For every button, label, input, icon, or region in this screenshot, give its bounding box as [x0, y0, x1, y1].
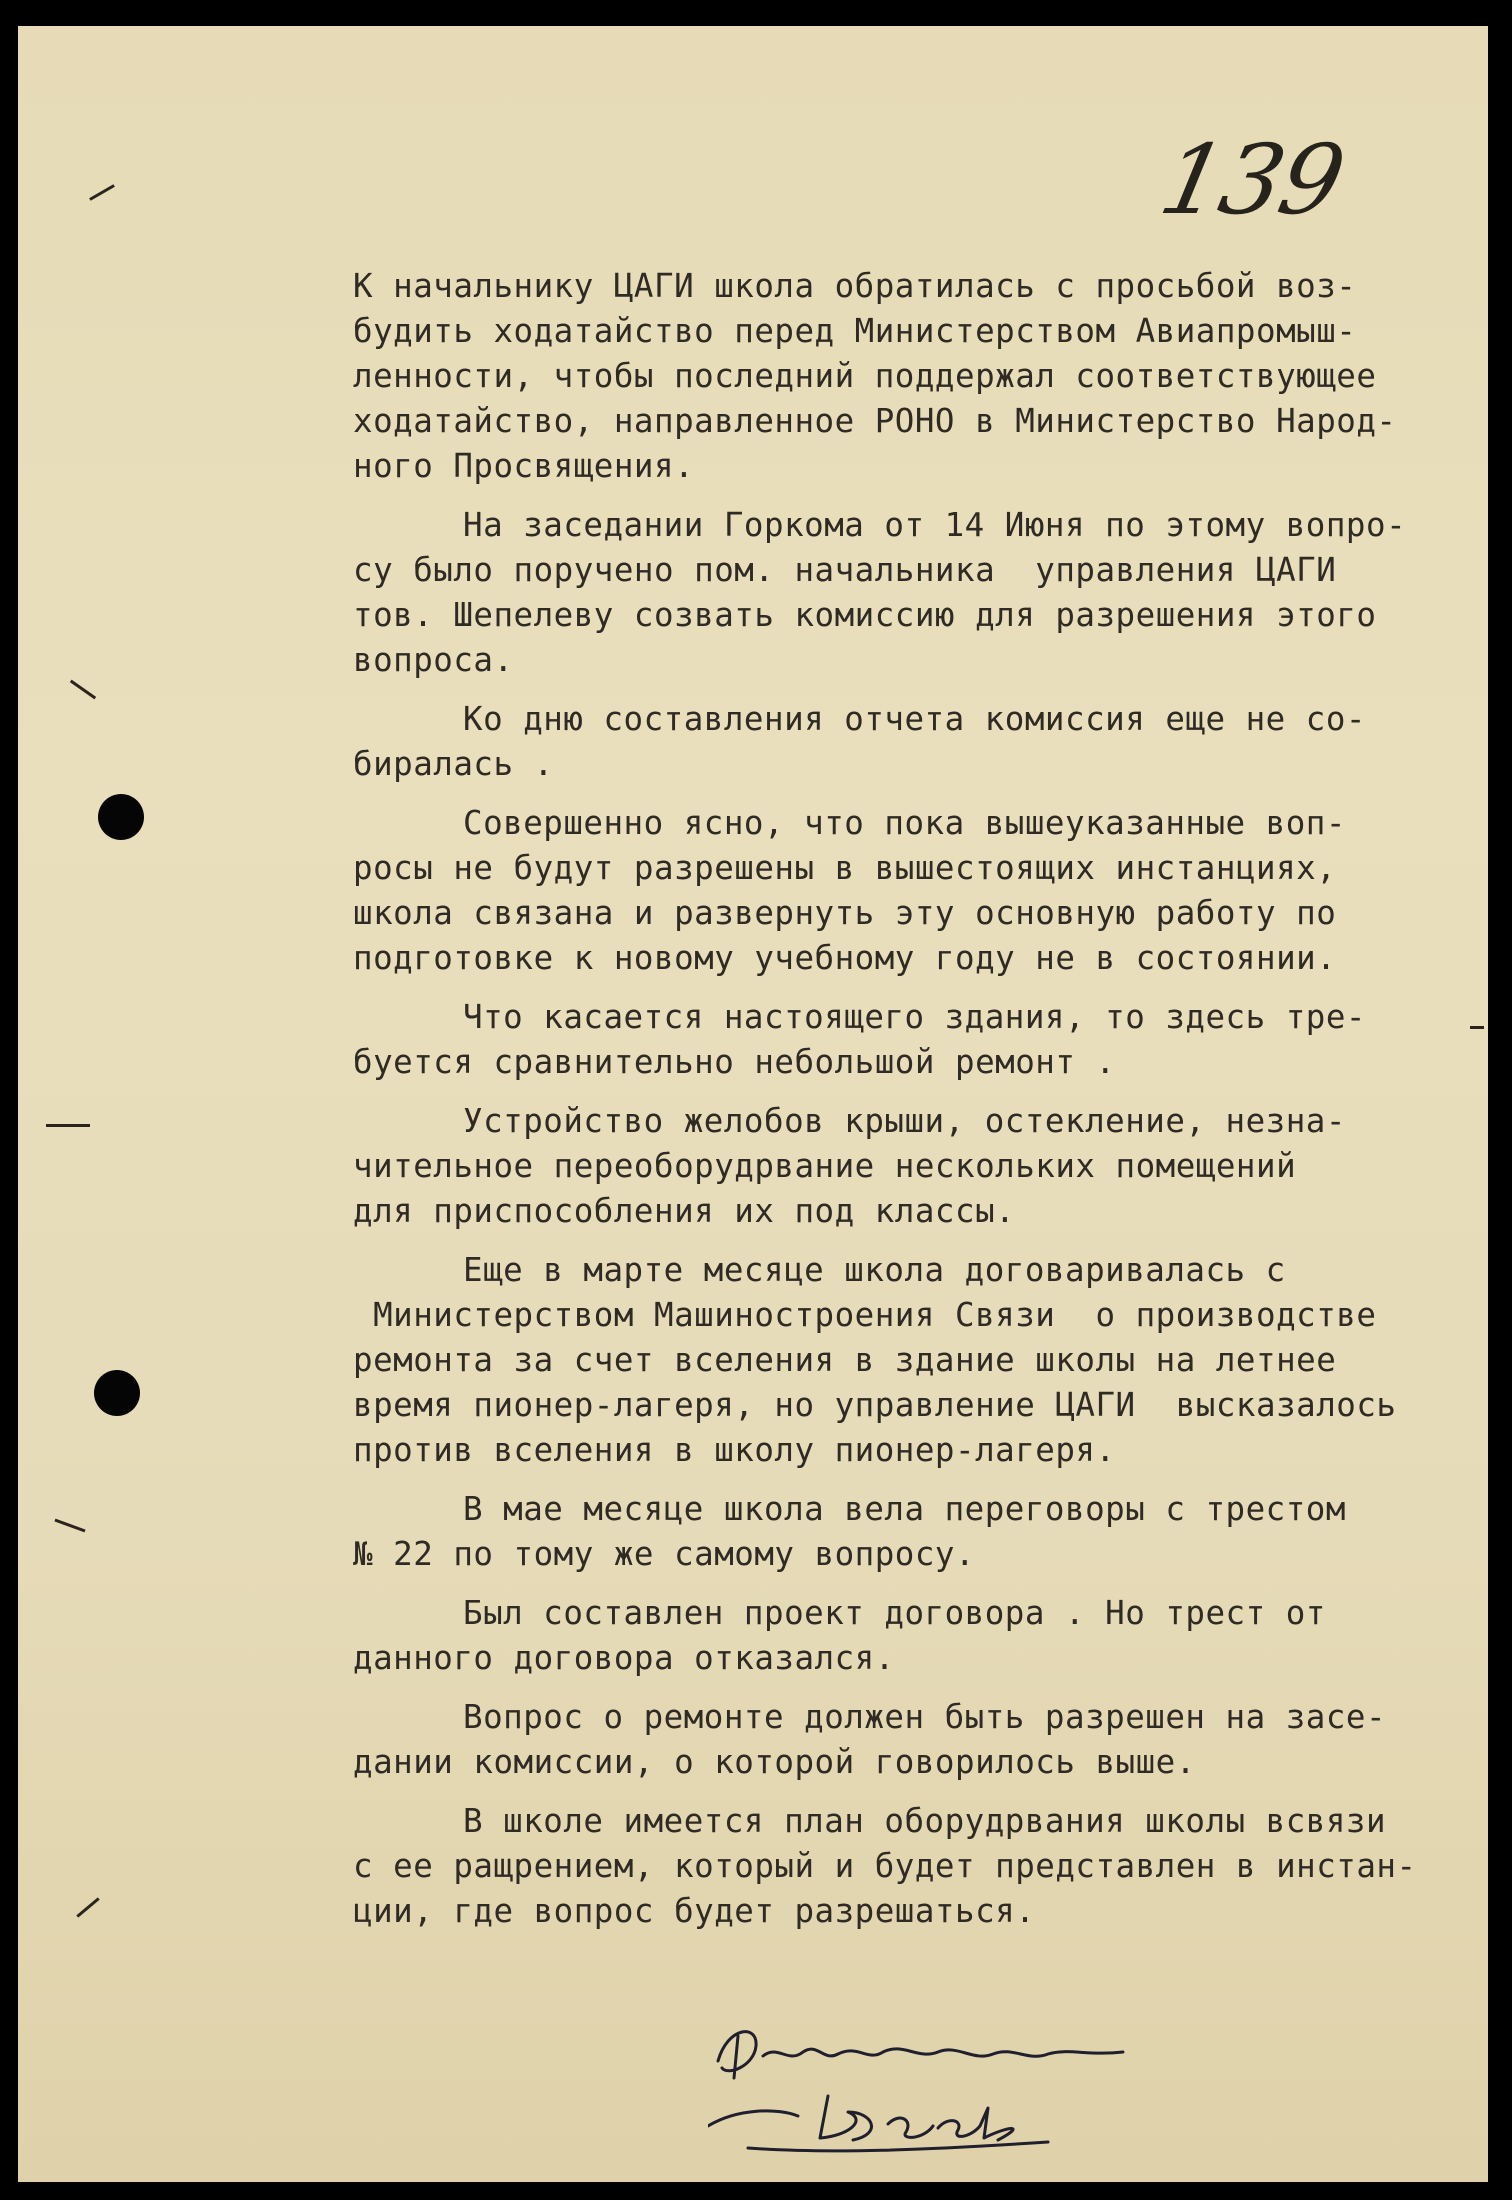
- signature-image: [708, 2016, 1128, 2166]
- paragraph: [353, 503, 1483, 683]
- text-line: Совершенно ясно, что пока вышеуказанные воп-: [463, 804, 1346, 842]
- text-line: Был составлен проект договора . Но трест от: [463, 1594, 1326, 1632]
- paragraph: [353, 801, 1483, 981]
- text-line: время пионер-лагеря, но управление ЦАГИ высказалось: [353, 1386, 1397, 1424]
- text-line: Ко дню составления отчета комиссия еще не со-: [463, 700, 1366, 738]
- text-line: Вопрос о ремонте должен быть разрешен на засе-: [463, 1698, 1387, 1736]
- paragraph: [353, 1099, 1483, 1234]
- margin-tick: [54, 1519, 85, 1533]
- text-line: Устройство желобов крыши, остекление, незна-: [463, 1102, 1346, 1140]
- paragraph: [353, 1799, 1483, 1934]
- margin-tick: [1470, 1026, 1484, 1029]
- text-line: с ее ращрением, который и будет представлен в инстан-: [353, 1847, 1417, 1885]
- paragraph: [353, 264, 1483, 489]
- document-body: [353, 264, 1483, 1934]
- text-line: ного Просвящения.: [353, 447, 695, 485]
- margin-tick: [76, 1897, 99, 1917]
- text-line: В мае месяце школа вела переговоры с трестом: [463, 1490, 1346, 1528]
- margin-tick: [89, 184, 115, 201]
- text-line: ленности, чтобы последний поддержал соответствующее: [353, 357, 1377, 395]
- paragraph: [353, 1591, 1483, 1681]
- punch-hole-top: [98, 794, 144, 840]
- text-line: росы не будут разрешены в вышестоящих инстанциях,: [353, 849, 1337, 887]
- text-line: биралась .: [353, 745, 554, 783]
- text-line: Еще в марте месяце школа договаривалась с: [463, 1251, 1286, 1289]
- text-line: су было поручено пом. начальника управления ЦАГИ: [353, 551, 1337, 589]
- margin-tick: [70, 680, 96, 700]
- paragraph: [353, 995, 1483, 1085]
- text-line: школа связана и развернуть эту основную работу по: [353, 894, 1337, 932]
- text-line: против вселения в школу пионер-лагеря.: [353, 1431, 1116, 1469]
- punch-hole-bottom: [94, 1370, 140, 1416]
- text-line: тов. Шепелеву созвать комиссию для разрешения этого: [353, 596, 1377, 634]
- document-page: [18, 26, 1488, 2182]
- text-line: К начальнику ЦАГИ школа обратилась с просьбой воз-: [353, 267, 1357, 305]
- text-line: дании комиссии, о которой говорилось выше.: [353, 1743, 1196, 1781]
- text-line: подготовке к новому учебному году не в состоянии.: [353, 939, 1337, 977]
- text-line: для приспособления их под классы.: [353, 1192, 1016, 1230]
- text-line: В школе имеется план оборудрвания школы всвязи: [463, 1802, 1387, 1840]
- text-line: чительное переоборудрвание нескольких помещений: [353, 1147, 1297, 1185]
- paragraph: [353, 697, 1483, 787]
- text-line: ции, где вопрос будет разрешаться.: [353, 1892, 1036, 1930]
- paragraph: [353, 1487, 1483, 1577]
- text-line: будить ходатайство перед Министерством Авиапромыш-: [353, 312, 1357, 350]
- paragraph: [353, 1695, 1483, 1785]
- text-line: ремонта за счет вселения в здание школы на летнее: [353, 1341, 1337, 1379]
- text-line: Министерством Машиностроения Связи о производстве: [353, 1296, 1377, 1334]
- text-line: № 22 по тому же самому вопросу.: [353, 1535, 976, 1573]
- text-line: На заседании Горкома от 14 Июня по этому вопро-: [463, 506, 1407, 544]
- text-line: буется сравнительно небольшой ремонт .: [353, 1043, 1116, 1081]
- text-line: Что касается настоящего здания, то здесь тре-: [463, 998, 1366, 1036]
- text-line: данного договора отказался.: [353, 1639, 895, 1677]
- paragraph: [353, 1248, 1483, 1473]
- text-line: вопроса.: [353, 641, 514, 679]
- margin-tick: [46, 1124, 90, 1127]
- text-line: ходатайство, направленное РОНО в Министерство Народ-: [353, 402, 1397, 440]
- page-number: 139: [1151, 124, 1353, 236]
